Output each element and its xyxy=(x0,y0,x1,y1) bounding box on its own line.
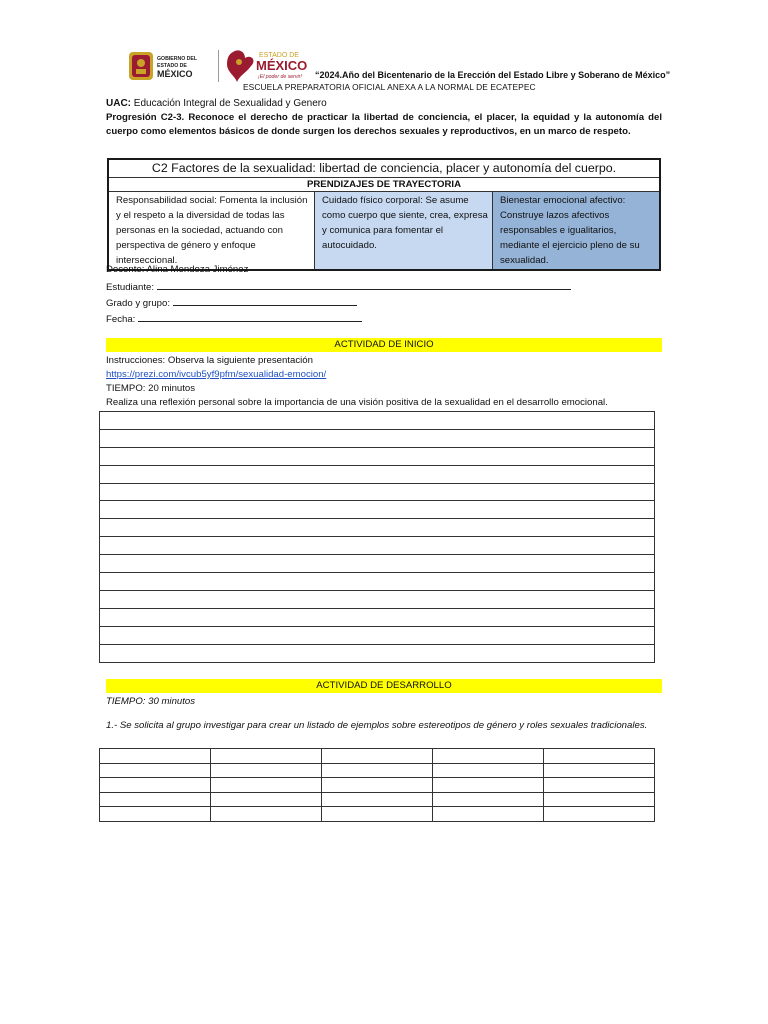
edomex-logo-tagline: ¡El poder de servir! xyxy=(258,74,302,80)
table-cell[interactable] xyxy=(211,763,322,778)
table-cell[interactable] xyxy=(433,778,544,793)
answer-line[interactable] xyxy=(100,430,654,448)
table-cell[interactable] xyxy=(100,778,211,793)
factor-cell-cuidado: Cuidado físico corporal: Se asume como cuerpo que siente, crea, expresa y comunica para fomentar el autocuidado. xyxy=(315,192,493,269)
table-cell[interactable] xyxy=(433,807,544,822)
docente-field: Docente: Alina Mendoza Jiménez xyxy=(106,264,249,275)
grado-label: Grado y grupo: xyxy=(106,298,170,309)
fecha-line[interactable] xyxy=(138,312,362,322)
answer-line[interactable] xyxy=(100,627,654,645)
table-cell[interactable] xyxy=(544,749,655,764)
fecha-label: Fecha: xyxy=(106,314,136,325)
table-row xyxy=(100,763,655,778)
answer-line[interactable] xyxy=(100,484,654,502)
estereotipos-table xyxy=(99,748,655,822)
table-cell[interactable] xyxy=(544,778,655,793)
gobierno-estado-mexico-logo xyxy=(127,50,213,82)
inicio-reflexion: Realiza una reflexión personal sobre la importancia de una visión positiva de la sexualidad en el desarrollo emocional. xyxy=(106,397,608,408)
table-cell[interactable] xyxy=(100,749,211,764)
factors-title: C2 Factores de la sexualidad: libertad de conciencia, placer y autonomía del cuerpo. xyxy=(109,160,659,178)
reflexion-answer-box[interactable] xyxy=(99,411,655,663)
actividad-desarrollo-band: ACTIVIDAD DE DESARROLLO xyxy=(106,679,662,693)
table-row xyxy=(100,792,655,807)
answer-line[interactable] xyxy=(100,519,654,537)
table-cell[interactable] xyxy=(211,778,322,793)
factor-cell-responsabilidad: Responsabilidad social: Fomenta la inclusión y el respeto a la diversidad de todas las personas en la sociedad, actuando con perspectiva de género y enfoque interseccional. xyxy=(109,192,315,269)
factors-subtitle: PRENDIZAJES DE TRAYECTORIA xyxy=(109,178,659,192)
table-cell[interactable] xyxy=(322,792,433,807)
logo-divider xyxy=(218,50,219,82)
gob-logo-line1: GOBIERNO DEL xyxy=(157,56,198,62)
answer-line[interactable] xyxy=(100,537,654,555)
table-cell[interactable] xyxy=(544,763,655,778)
table-cell[interactable] xyxy=(322,807,433,822)
table-cell[interactable] xyxy=(433,763,544,778)
answer-line[interactable] xyxy=(100,466,654,484)
grado-line[interactable] xyxy=(173,296,357,306)
table-cell[interactable] xyxy=(433,749,544,764)
factors-cells xyxy=(109,192,659,269)
answer-line[interactable] xyxy=(100,501,654,519)
table-row xyxy=(100,749,655,764)
desarrollo-task: 1.- Se solicita al grupo investigar para crear un listado de ejemplos sobre estereotipos de género y roles sexuales tradicionales. xyxy=(106,720,648,731)
prezi-link[interactable]: https://prezi.com/ivcub5yf9pfm/sexualidad-emocion/ xyxy=(106,369,327,380)
table-cell[interactable] xyxy=(211,807,322,822)
factors-table xyxy=(107,158,661,271)
gob-logo-line2: ESTADO DE xyxy=(157,63,187,69)
grado-field xyxy=(106,296,357,309)
edomex-logo-main: MÉXICO xyxy=(256,58,308,73)
table-row xyxy=(100,778,655,793)
table-cell[interactable] xyxy=(211,792,322,807)
answer-line[interactable] xyxy=(100,555,654,573)
table-cell[interactable] xyxy=(322,778,433,793)
table-cell[interactable] xyxy=(322,749,433,764)
gob-logo-line3: MÉXICO xyxy=(157,69,193,79)
uac-label: UAC: xyxy=(106,98,131,109)
table-cell[interactable] xyxy=(100,763,211,778)
answer-line[interactable] xyxy=(100,448,654,466)
table-cell[interactable] xyxy=(433,792,544,807)
answer-line[interactable] xyxy=(100,609,654,627)
answer-line[interactable] xyxy=(100,591,654,609)
progresion-text: Progresión C2-3. Reconoce el derecho de practicar la libertad de conciencia, el placer, la equidad y la autonomía del cuerpo como elementos básicos de donde surgen los derechos sexuales y reproductivos, en un marco de respeto. xyxy=(106,112,662,137)
estado-de-mexico-logo xyxy=(225,46,323,86)
table-cell[interactable] xyxy=(544,807,655,822)
estudiante-line[interactable] xyxy=(157,280,571,290)
table-cell[interactable] xyxy=(211,749,322,764)
table-cell[interactable] xyxy=(544,792,655,807)
estudiante-label: Estudiante: xyxy=(106,282,155,293)
actividad-inicio-band: ACTIVIDAD DE INICIO xyxy=(106,338,662,352)
desarrollo-tiempo: TIEMPO: 30 minutos xyxy=(106,696,196,707)
factor-cell-bienestar: Bienestar emocional afectivo: Construye lazos afectivos responsables e igualitarios, mediante el ejercicio pleno de su sexualidad. xyxy=(493,192,659,269)
year-slogan: “2024.Año del Bicentenario de la Erección del Estado Libre y Soberano de México” xyxy=(315,70,671,80)
table-row xyxy=(100,807,655,822)
answer-line[interactable] xyxy=(100,412,654,430)
table-cell[interactable] xyxy=(100,807,211,822)
table-cell[interactable] xyxy=(100,792,211,807)
answer-line[interactable] xyxy=(100,573,654,591)
answer-line[interactable] xyxy=(100,645,654,663)
inicio-instrucciones: Instrucciones: Observa la siguiente presentación xyxy=(106,355,313,366)
fecha-field xyxy=(106,312,362,325)
estudiante-field xyxy=(106,280,571,293)
uac-value: Educación Integral de Sexualidad y Genero xyxy=(131,98,327,109)
uac-line xyxy=(106,98,327,109)
table-cell[interactable] xyxy=(322,763,433,778)
edomex-logo-top: ESTADO DE xyxy=(259,52,299,59)
school-name: ESCUELA PREPARATORIA OFICIAL ANEXA A LA NORMAL DE ECATEPEC xyxy=(243,82,536,92)
inicio-tiempo: TIEMPO: 20 minutos xyxy=(106,383,196,394)
page-header xyxy=(125,46,671,96)
